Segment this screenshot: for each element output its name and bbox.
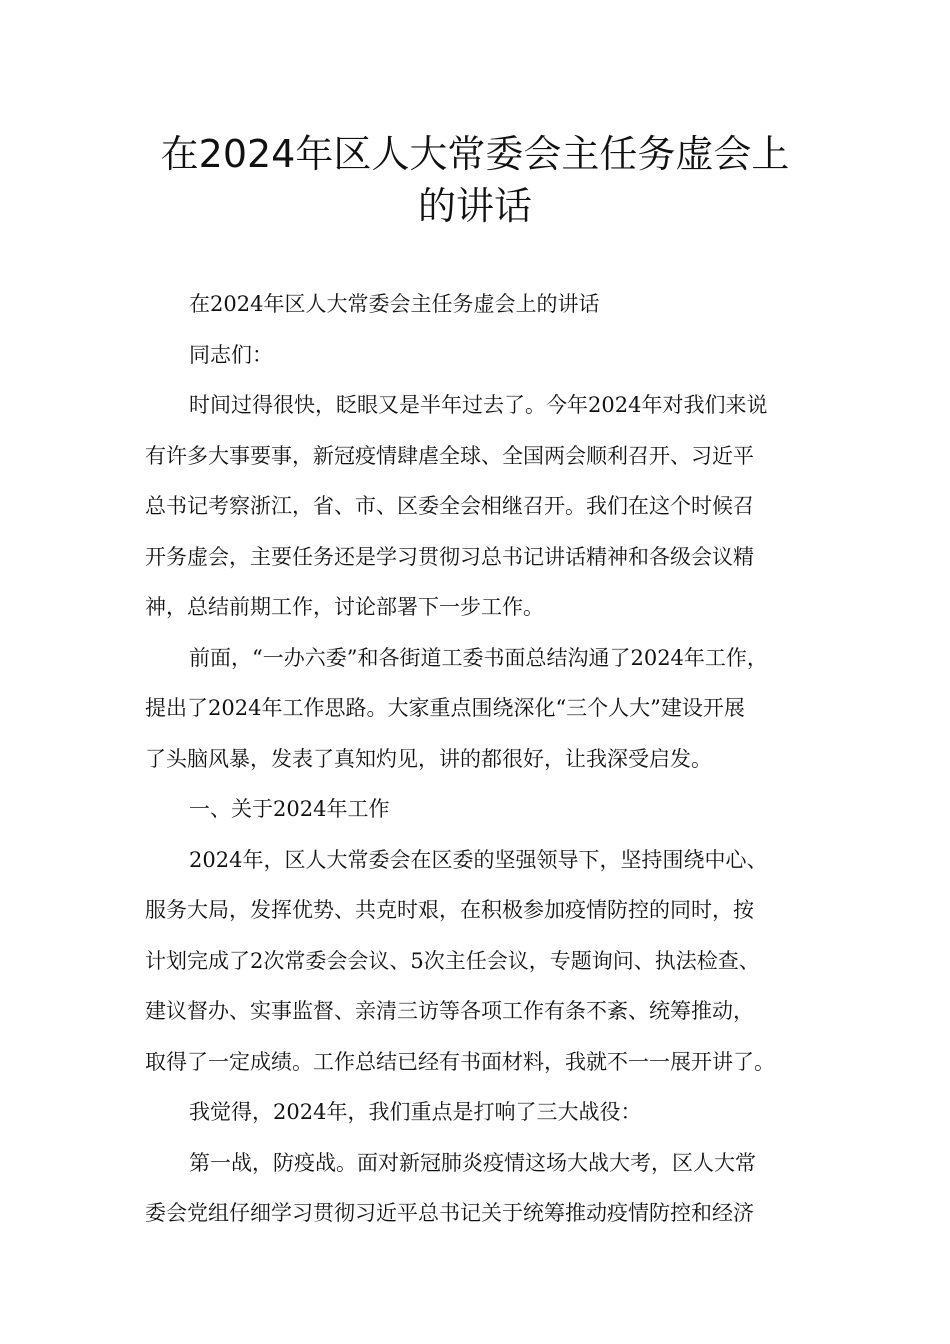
text-line: 委会党组仔细学习贯彻习近平总书记关于统筹推动疫情防控和经济	[145, 1201, 754, 1225]
text-line: 时间过得很快，眨眼又是半年过去了。今年2024年对我们来说	[189, 393, 768, 417]
document-title	[120, 128, 830, 232]
document-body	[145, 279, 817, 1239]
text-line: 在2024年区人大常委会主任务虚会上的讲话	[189, 292, 600, 316]
text-line: 了头脑风暴，发表了真知灼见，讲的都很好，让我深受启发。	[145, 746, 712, 771]
text-line: 一、关于2024年工作	[189, 797, 390, 821]
text-line: 前面，“一办六委”和各街道工委书面总结沟通了2024年工作，	[189, 645, 768, 670]
text-line: 神，总结前期工作，讨论部署下一步工作。	[145, 595, 544, 619]
title-line-2: 的讲话	[417, 184, 532, 228]
text-line: 总书记考察浙江，省、市、区委全会相继召开。我们在这个时候召	[145, 494, 754, 518]
title-line-1: 在2024年区人大常委会主任务虚会上	[160, 132, 790, 176]
text-line: 计划完成了2次常委会会议、5次主任会议，专题询问、执法检查、	[145, 948, 760, 973]
text-line: 取得了一定成绩。工作总结已经有书面材料，我就不一一展开讲了。	[145, 1049, 775, 1074]
text-line: 有许多大事要事，新冠疫情肆虐全球、全国两会顺利召开、习近平	[145, 443, 754, 468]
text-line: 服务大局，发挥优势、共克时艰，在积极参加疫情防控的同时，按	[145, 898, 754, 922]
text-line: 同志们：	[189, 342, 273, 367]
text-line: 建议督办、实事监督、亲清三访等各项工作有条不紊、统筹推动，	[145, 999, 754, 1023]
text-line: 我觉得，2024年，我们重点是打响了三大战役：	[189, 1100, 642, 1124]
text-line: 提出了2024年工作思路。大家重点围绕深化“三个人大”建设开展	[145, 696, 745, 720]
text-line: 第一战，防疫战。面对新冠肺炎疫情这场大战大考，区人大常	[189, 1150, 756, 1175]
text-line: 2024年，区人大常委会在区委的坚强领导下，坚持围绕中心、	[189, 847, 768, 872]
text-line: 开务虚会，主要任务还是学习贯彻习总书记讲话精神和各级会议精	[145, 544, 754, 569]
